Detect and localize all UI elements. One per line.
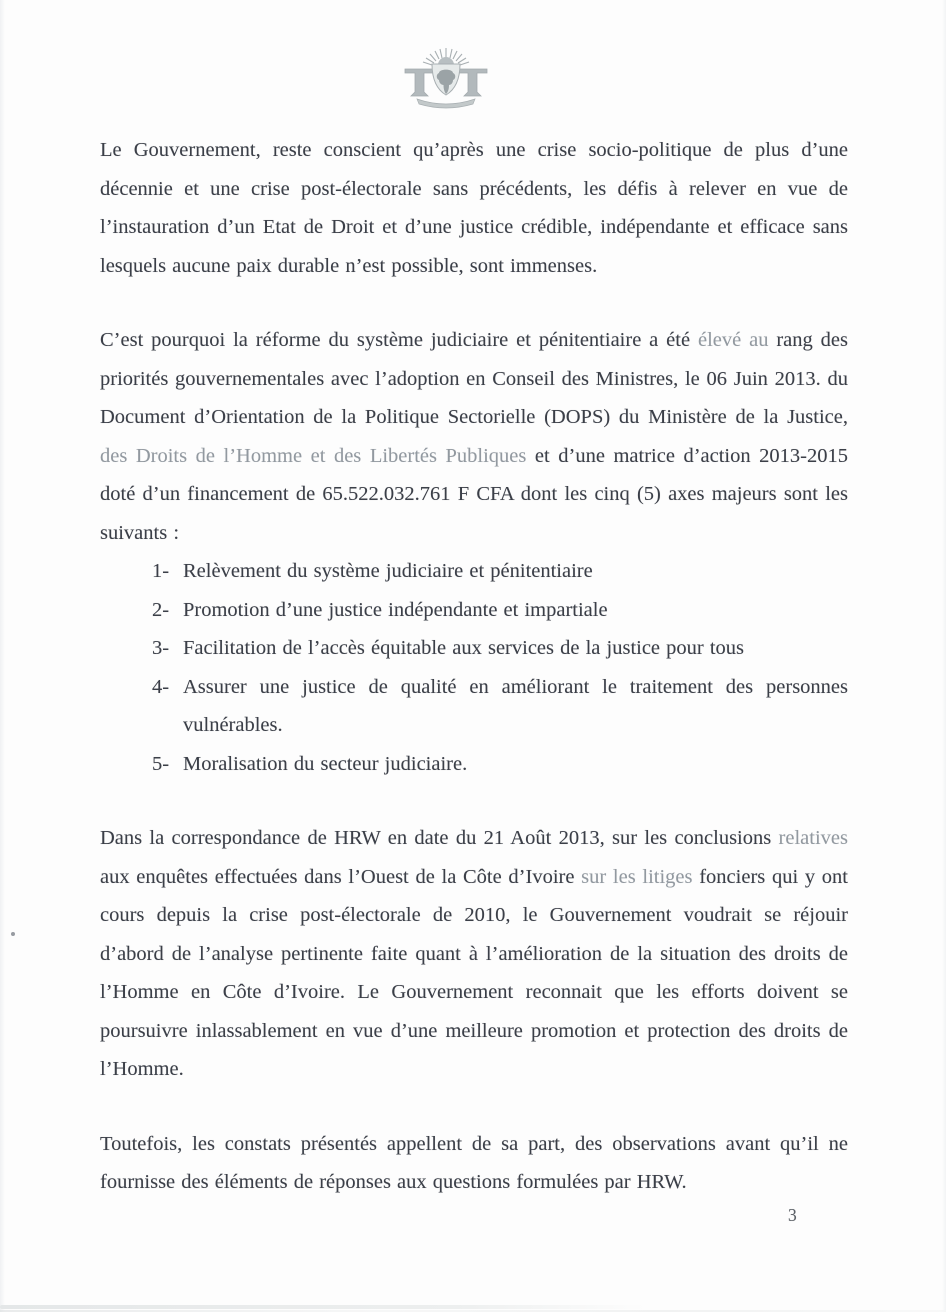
text-segment: C’est pourquoi la réforme du système judiciaire et pénitentiaire a été [100,329,698,351]
list-item-marker: 3- [152,637,170,659]
list-item-text: Promotion d’une justice indépendante et impartiale [183,598,608,621]
text-segment: et d’une matrice d’action 2013-2015 doté d’un financement de 65.522.032.761 F CFA dont les cinq (5) axes majeurs sont les suivants : [100,444,848,544]
list-item-text: Assurer une justice de qualité en améliorant le traitement des personnes vulnérables. [183,675,848,736]
text-segment-faint: sur les litiges [581,865,693,888]
text-segment-faint: relatives [778,827,848,849]
document-body [100,131,848,1238]
list-item-marker: 4- [152,675,170,698]
list-item-marker: 2- [152,598,170,621]
text-segment-faint: élevé au [697,329,769,351]
list-item [100,629,848,668]
paragraph-intro: Le Gouvernement, reste conscient qu’après une crise socio-politique de plus d’une décennie et une crise post-électorale sans précédents, les défis à relever en vue de l’instauration d’un Etat de Droit et d’une justice crédible, indépendante et efficace sans lesquels aucune paix durable n’est possible, sont immenses. [100,139,848,277]
coat-of-arms-icon [398,44,494,110]
page-number: 3 [788,1205,798,1225]
list-item [100,552,848,591]
scan-edge-artifact-left [0,0,5,1312]
paragraph-hrw-correspondence [100,819,848,1089]
list-item-text: Relèvement du système judiciaire et pénitentiaire [183,560,593,582]
paragraph-closing: Toutefois, les constats présentés appellent de sa part, des observations avant qu’il ne fournisse des éléments de réponses aux questions formulées par HRW. [100,1132,848,1193]
text-segment: aux enquêtes effectuées dans l’Ouest de la Côte d’Ivoire [100,865,582,888]
axes-list [100,552,848,783]
text-segment: rang des priorités gouvernementales avec l’adoption en Conseil des Ministres, le 06 Juin 2013. du Document d’Orientation de la Politique Sectorielle (DOPS) du Ministère de la Justice, [100,329,848,428]
text-segment: Dans la correspondance de HRW en date du 21 Août 2013, sur les conclusions [100,827,779,849]
scan-edge-artifact-bottom [0,1305,760,1309]
coat-of-arms-emblem [398,44,494,110]
text-segment-faint: des Droits de l’Homme et des Libertés Publiques [100,444,527,467]
list-item-marker: 5- [152,752,170,775]
list-item [100,745,848,784]
list-item-text: Facilitation de l’accès équitable aux services de la justice pour tous [183,637,745,659]
paragraph-reform [100,321,848,552]
list-item [100,668,848,745]
list-item-marker: 1- [152,560,170,582]
scan-edge-artifact-right [942,0,946,1312]
list-item-text: Moralisation du secteur judiciaire. [183,752,468,775]
scan-speck [11,932,15,936]
list-item [100,591,848,630]
text-segment: fonciers qui y ont cours depuis la crise post-électorale de 2010, le Gouvernement voudrait se réjouir d’abord de l’analyse pertinente faite quant à l’amélioration de la situation des droits de l’Homme en Côte d’Ivoire. Le Gouvernement reconnait que les efforts doivent se poursuivre inlassablement en vue d’une meilleure promotion et protection des droits de l’Homme. [100,865,848,1080]
